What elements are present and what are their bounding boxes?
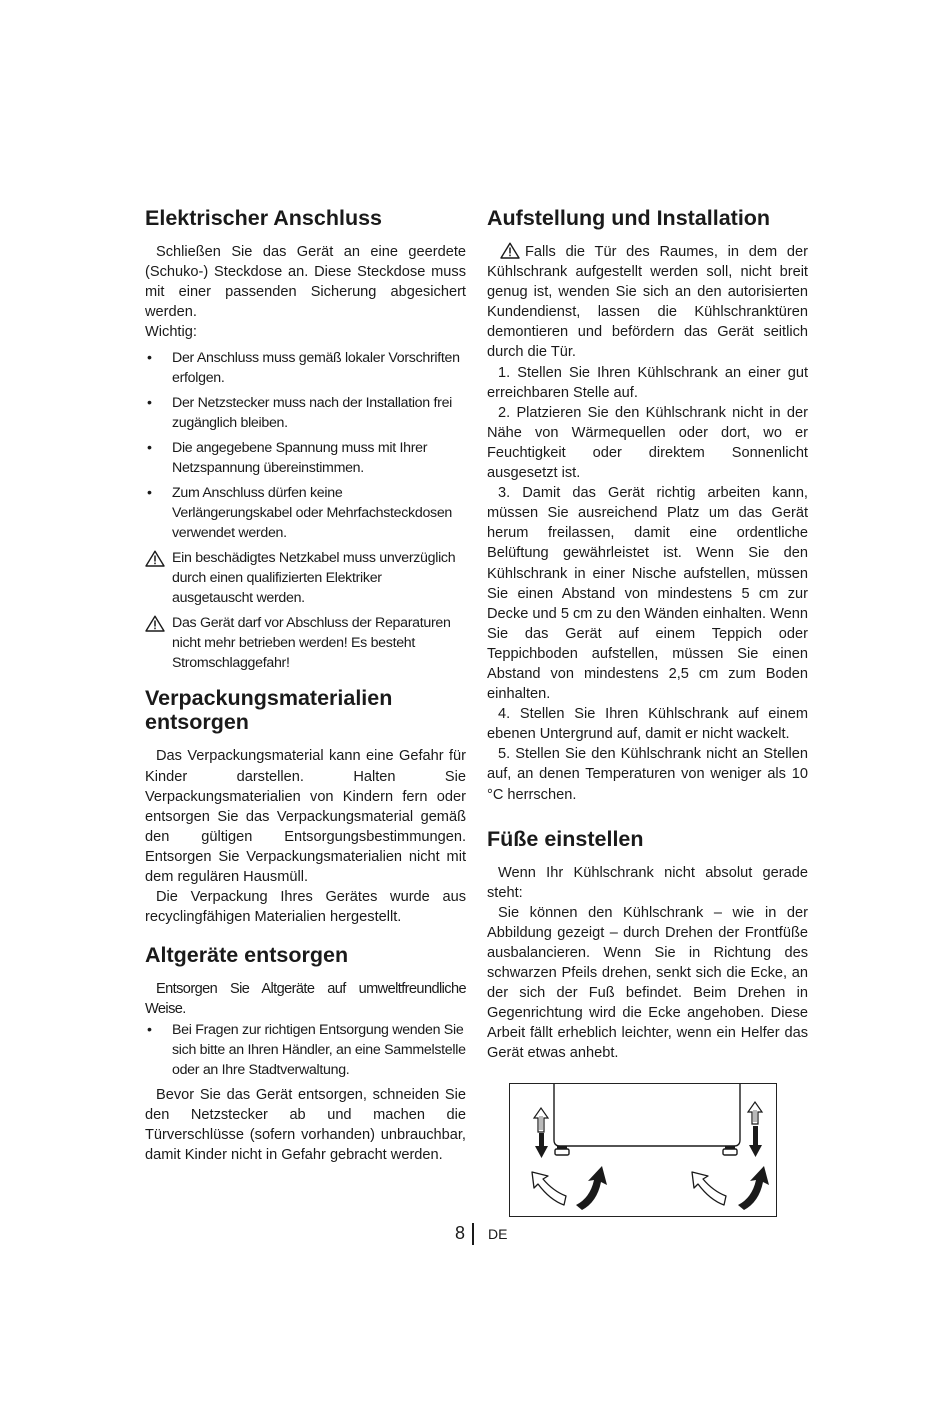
list-item: • Bei Fragen zur richtigen Entsorgung wenden Sie sich bitte an Ihren Händler, an eine Sammelstelle oder an Ihre Stadtverwaltung.: [147, 1021, 466, 1078]
list-item: • Zum Anschluss dürfen keine Verlängerungskabel oder Mehrfachsteckdosen verwendet werden.: [147, 485, 453, 542]
section-title-aufstellung: Aufstellung und Installation: [487, 206, 771, 230]
paragraph-step-1: 1. Stellen Sie Ihren Kühlschrank an einer gut erreichbaren Stelle auf.: [487, 364, 808, 401]
warning-icon: [500, 242, 520, 259]
foot-adjustment-illustration: [509, 1083, 777, 1217]
left-foot: [555, 1149, 569, 1155]
warning-icon: [145, 615, 165, 632]
paragraph-step-3: 3. Damit das Gerät richtig arbeiten kann, müssen Sie ausreichend Platz um das Gerät herum freilassen, damit eine ordentliche Belüftung gewährleistet ist. Wenn Sie den Kühlschrank in einer Nische aufstellen, müssen Sie einen Abstand von mindestens 5 cm zur Decke und 5 cm zu den Wänden einhalten. Wenn Sie das Gerät auf einem Teppich oder Teppichboden aufstellen, müssen Sie einen Abstand von mindestens 2,5 cm zum Boden einhalten.: [487, 485, 808, 703]
left-up-arrow-icon: [534, 1108, 548, 1132]
warning-icon: [145, 550, 165, 567]
paragraph-aufstellung-warning: Falls die Tür des Raumes, in dem der Kühlschrank aufgestellt werden soll, nicht breit genug ist, wenden Sie sich an den autorisierten Kundendienst, lassen die Kühlschranktüren demontieren und befördern das Gerät seitlich durch die Tür.: [487, 244, 808, 361]
section-title-elektrischer-anschluss: Elektrischer Anschluss: [145, 206, 383, 230]
right-up-arrow-icon: [748, 1102, 762, 1124]
paragraph-verpackung-2: Die Verpackung Ihres Gerätes wurde aus recyclingfähigen Materialien hergestellt.: [145, 889, 466, 926]
right-open-rotate-arrow-icon: [692, 1172, 726, 1205]
paragraph-step-4: 4. Stellen Sie Ihren Kühlschrank auf einem ebenen Untergrund auf, damit er nicht wackelt.: [487, 706, 808, 743]
list-item: • Die angegebene Spannung muss mit Ihrer Netzspannung übereinstimmen.: [147, 440, 428, 477]
bullet-icon: •: [147, 440, 152, 457]
bullet-icon: •: [147, 350, 152, 367]
right-column: [487, 206, 808, 1064]
section-title-verpackung: Verpackungsmaterialien entsorgen: [145, 686, 393, 735]
left-open-rotate-arrow-icon: [532, 1172, 566, 1205]
bullet-icon: •: [147, 395, 152, 412]
bullet-list-altgeraete: [145, 1020, 466, 1080]
paragraph-fuesse-1: Wenn Ihr Kühlschrank nicht absolut gerade steht:: [487, 864, 808, 901]
list-item: • Der Netzstecker muss nach der Installation frei zugänglich bleiben.: [147, 395, 453, 432]
right-filled-rotate-arrow-icon: [738, 1166, 769, 1210]
paragraph-step-5: 5. Stellen Sie den Kühlschrank nicht an Stellen auf, an denen Temperaturen von weniger als 10 °C herrschen.: [487, 746, 808, 803]
list-item: • Der Anschluss muss gemäß lokaler Vorschriften erfolgen.: [147, 350, 460, 387]
section-title-fuesse: Füße einstellen: [487, 826, 644, 851]
paragraph-fuesse-2: Sie können den Kühlschrank – wie in der Abbildung gezeigt – durch Drehen der Frontfüße ausbalancieren. Wenn Sie in Richtung des schwarzen Pfeils drehen, senkt sich die Ecke, an der sich der Fuß befindet. Beim Drehen in Gegenrichtung wird die Ecke angehoben. Diese Arbeit fällt erheblich leichter, wenn ein Helfer das Gerät etwas anhebt.: [487, 904, 808, 1062]
right-foot: [723, 1149, 737, 1155]
bullet-icon: •: [147, 485, 152, 502]
paragraph-step-2: 2. Platzieren Sie den Kühlschrank nicht in der Nähe von Wärmequellen oder dort, wo er Feuchtigkeit oder direktem Sonnenlicht ausgesetzt ist.: [487, 404, 808, 482]
fridge-feet-diagram: [510, 1084, 775, 1215]
paragraph-altgeraete-2: Bevor Sie das Gerät entsorgen, schneiden Sie den Netzstecker ab und machen die Türverschlüsse (sofern vorhanden) unbrauchbar, damit Kinder nicht in Gefahr gebracht werden.: [145, 1086, 466, 1163]
left-down-arrow-icon: [535, 1133, 548, 1158]
bullet-icon: •: [147, 1021, 152, 1038]
paragraph-anschluss-intro: Schließen Sie das Gerät an eine geerdete (Schuko-) Steckdose an. Diese Steckdose muss mit einer passenden Sicherung abgesichert werden.: [145, 244, 466, 321]
section-title-altgeraete: Altgeräte entsorgen: [145, 943, 349, 968]
fridge-body-outline: [554, 1084, 740, 1146]
paragraph-altgeraete-1: Entsorgen Sie Altgeräte auf umweltfreundliche Weise.: [145, 981, 466, 1018]
paragraph-verpackung-1: Das Verpackungsmaterial kann eine Gefahr für Kinder darstellen. Halten Sie Verpackungsmaterialien von Kindern fern oder entsorgen Sie das Verpackungsmaterial gemäß den gültigen Entsorgungsbestimmungen. Entsorgen Sie Verpackungsmaterialien nicht mit dem regulären Hausmüll.: [145, 748, 466, 886]
footer-divider: [472, 1223, 474, 1245]
warning-item: Das Gerät darf vor Abschluss der Reparaturen nicht mehr betrieben werden! Es besteht Stromschlaggefahr!: [145, 613, 466, 673]
language-code: DE: [488, 1226, 508, 1242]
warning-item: Ein beschädigtes Netzkabel muss unverzüglich durch einen qualifizierten Elektriker ausgetauscht werden.: [145, 548, 466, 608]
bullet-list-anschluss: [145, 348, 466, 673]
page-number: 8: [455, 1223, 466, 1243]
label-wichtig: Wichtig:: [145, 324, 197, 341]
right-down-arrow-icon: [749, 1126, 762, 1157]
left-column: [145, 206, 466, 1165]
left-filled-rotate-arrow-icon: [576, 1166, 607, 1210]
